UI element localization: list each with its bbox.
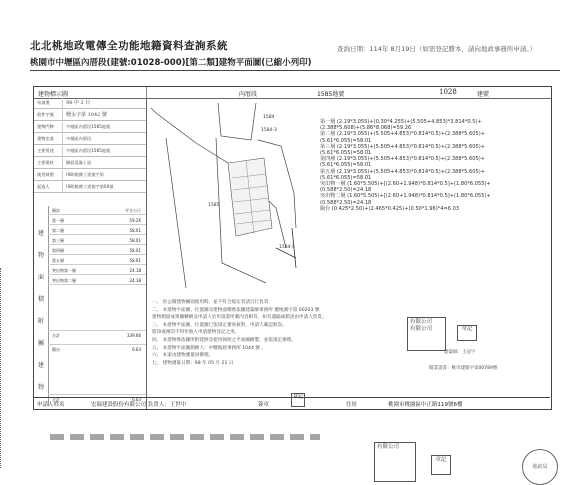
info-row-divider xyxy=(62,158,63,168)
sheet-build-no: 建號 xyxy=(477,91,490,98)
formula-line: (2.388*5.608)+(5.86*8.068)=59.26 xyxy=(320,125,412,132)
area-calculation-formulas xyxy=(320,119,550,212)
building-position-drawing xyxy=(146,98,321,298)
note-line: 三、 本建物平面圖、位置圖已依規定審查核對，申請人確認無誤。 xyxy=(152,322,287,328)
info-row-value: 中壢區內厝段 xyxy=(66,136,92,141)
applicant-seal: 章記 xyxy=(291,393,305,407)
area-row xyxy=(48,246,146,255)
company-seal-a xyxy=(407,317,446,351)
company-seal-a-sub: 有限公司 xyxy=(410,326,433,332)
area-total-value: 339.66 xyxy=(127,333,141,338)
info-row-divider xyxy=(62,110,63,120)
info-row xyxy=(34,146,146,157)
area-row-value: 58.01 xyxy=(129,248,141,253)
area-row-value: 58.01 xyxy=(129,238,141,243)
formula-line: (5.61*6.055)=58.01 xyxy=(320,174,372,181)
formula-line: (5.61*6.055)=58.01 xyxy=(320,137,372,144)
attached-total-label: 合計 xyxy=(52,397,60,402)
info-row-key: 使用執照 xyxy=(37,172,54,177)
attached-row xyxy=(48,344,146,353)
area-header-unit: 平方公尺 xyxy=(125,208,141,213)
info-row-key: 收件字號 xyxy=(37,112,54,117)
section-char: 積 xyxy=(38,296,45,303)
company-seal-c: 有限公司 xyxy=(374,442,416,482)
formula-line: 第五層 (2.19*3.055)+(5.505+4.853)*0.814*0.5)+(2.388*5.605)+ xyxy=(320,168,486,175)
attached-total-value: 6.03 xyxy=(132,397,141,402)
note-line: 二、 本建物平面圖、位置圖及建物面積係依據建築師事務所 壢地測字第 00203 號 xyxy=(152,307,320,313)
section-char: 建 xyxy=(38,230,45,237)
address-value: 桃園市桃園區中正路119號6樓 xyxy=(388,402,463,408)
formula-line: 第三層 (2.19*3.055)+(5.505+4.853)*0.814*0.5)+(2.388*5.605)+ xyxy=(320,143,486,150)
formula-line: (0.588*2.50)=24.18 xyxy=(320,187,372,194)
area-header-row xyxy=(48,206,146,215)
info-row-key: 主要用途 xyxy=(37,148,54,153)
note-line: 四、 本建物係依據所附建照及使用執照之平面圖繪製，並依規定辦理。 xyxy=(152,337,296,343)
note-line: 六、 本案由建物測量員辦理。 xyxy=(152,353,214,359)
info-row-value: 中壢區內厝段1585地號 xyxy=(66,148,111,153)
note-line: 五、 本建物平面圖測繪人：中壢地政事務所 1044 號 。 xyxy=(152,345,267,351)
faded-print-line xyxy=(50,434,320,440)
seal-label: 簽章 xyxy=(258,402,270,408)
info-row xyxy=(34,134,146,145)
info-row-value: 98 中 2 日 xyxy=(66,100,91,106)
section-char: 附 xyxy=(38,318,45,325)
info-row xyxy=(34,158,146,169)
area-row xyxy=(48,276,146,285)
info-row xyxy=(34,110,146,121)
info-row-divider xyxy=(62,122,63,132)
area-row xyxy=(48,216,146,225)
plan-lot-label-b: 1584-3 xyxy=(261,128,277,133)
query-notice: 查詢日期：114年 8月19日（如需登記謄本，請向地政事務所申請。） xyxy=(337,45,537,53)
area-row-name: 第三層 xyxy=(52,238,64,243)
formula-line: (5.61*6.055)=58.01 xyxy=(320,162,372,169)
page-subtitle: 桃園市中壢區內厝段(建號:01028-000)[第二類]建物平面圖(已縮小列印) xyxy=(30,58,312,68)
left-margin-rule xyxy=(0,268,4,468)
formula-line: (5.61*6.055)=58.01 xyxy=(320,150,372,157)
info-row-divider xyxy=(62,98,63,108)
sheet-district: 內厝段 xyxy=(239,91,258,98)
area-row-name: 第四層 xyxy=(52,248,64,253)
section-char: 屬 xyxy=(38,340,45,347)
applicant-label: 申請人姓名 xyxy=(37,402,65,408)
sheet-header-divider xyxy=(146,87,147,98)
formula-line: 第二層 (2.19*3.055)+(5.505+4.853)*0.814*0.5)+(2.388*5.605)+ xyxy=(320,131,486,138)
formula-line: 突出物一層 (1.60*5.505)+[(2.60+1.948)*0.814*0.5]+(1.80*6.055)+ xyxy=(320,181,491,188)
area-row-value: 59.26 xyxy=(129,218,141,223)
note-line: 影印或複印不得作他人申請建物登記之用。 xyxy=(152,330,240,336)
attached-label: 陽台 xyxy=(52,347,60,352)
building-info-table xyxy=(34,98,147,409)
info-row-key: 建物坐落 xyxy=(37,136,54,141)
applicant-value: 宏瑞建設股份有限公司 負責人：王世中 xyxy=(91,402,187,408)
area-row-value: 24.18 xyxy=(129,268,141,273)
building-plan-sheet xyxy=(33,86,552,470)
office-round-seal: 地政局 xyxy=(522,449,558,485)
formula-line: 突出物二層 (1.60*5.505)+[(2.60+1.948)*0.814*0.5]+(1.80*6.055)+ xyxy=(320,193,491,200)
info-row xyxy=(34,122,146,133)
info-row-divider xyxy=(62,182,63,192)
section-char: 面 xyxy=(38,274,45,281)
plan-lot-label-d: 1584-5 xyxy=(279,245,295,250)
rep-seal-b: 章記 xyxy=(457,325,477,341)
info-row-value: 壢永字第 1042 號 xyxy=(66,112,107,118)
area-total-row xyxy=(48,330,146,339)
formula-line: 第一層 (2.19*3.055)+(0.30*4.255)+(5.505+4.853)*3.814*0.5)+ xyxy=(320,119,482,125)
area-row-name: 第一層 xyxy=(52,218,64,223)
plan-lot-label-c: 1585 xyxy=(208,203,220,208)
page-title: 北北桃地政電傳全功能地籍資料查詢系統 xyxy=(30,40,228,52)
architect-cert: 開業證書：桃市建開字第00789號 xyxy=(429,366,498,371)
area-row-name: 第五層 xyxy=(52,258,64,263)
area-row xyxy=(48,236,146,245)
info-row-divider xyxy=(62,170,63,180)
sheet-label: 建物標示圖 xyxy=(38,91,69,98)
note-line: 一、 於公開建物圖面使用時，並不符合規定者請自行負責 xyxy=(152,300,269,305)
area-row-name: 第二層 xyxy=(52,228,64,233)
formula-line: 陽台 (0.425*2.50)+(2.465*0.425)+(0.50*1.96)*4=6.03 xyxy=(320,205,460,212)
area-row-name: 突出物第一層 xyxy=(52,268,76,273)
attached-value: 6.03 xyxy=(132,347,141,352)
company-seal-a-text: 有限公司 xyxy=(410,319,433,325)
note-line: 建物測量成果圖轉繪及申請人於申請書所載內容相符，如有遺漏或錯誤由申請人負責。 xyxy=(152,315,327,321)
area-row xyxy=(48,266,146,275)
info-row-value: (98)桃縣工建使字第00號 xyxy=(66,184,114,189)
section-char: 建 xyxy=(38,362,45,369)
area-header-name: 層次 xyxy=(52,208,60,213)
plan-lot-label-a: 1584 xyxy=(263,115,275,120)
info-row-value: 鋼筋混凝土造 xyxy=(66,160,92,165)
survey-notes xyxy=(152,299,552,367)
formula-line: 第四層 (2.19*3.055)+(5.505+4.853)*0.814*0.5)+(2.388*5.605)+ xyxy=(320,156,486,163)
note-line: 七、 建物測量日期：98 年 05 月 21 日 xyxy=(152,360,234,366)
section-char: 物 xyxy=(38,252,45,259)
info-row-key: 主要建材 xyxy=(37,160,54,165)
architect-name: 建築師：王冠宇 xyxy=(444,350,476,355)
info-row-key: 申請書 xyxy=(37,100,50,105)
sheet-handwritten-number: 1028 xyxy=(439,88,457,96)
area-total-label: 合計 xyxy=(52,333,60,338)
header-divider xyxy=(30,70,560,71)
info-row-divider xyxy=(62,146,63,156)
area-row xyxy=(48,226,146,235)
address-label: 住址 xyxy=(346,402,358,408)
info-row xyxy=(34,182,146,193)
info-row-value: (98)桃縣工建使字第 xyxy=(66,172,104,177)
info-row-value: 中壢區內厝段1585地號 xyxy=(66,124,111,129)
info-row-key: 建物門牌 xyxy=(37,124,54,129)
sheet-lot: 1585地號 xyxy=(317,91,345,98)
info-row-divider xyxy=(62,134,63,144)
area-row-value: 24.18 xyxy=(129,278,141,283)
applicant-footer xyxy=(33,394,550,409)
area-row-value: 58.01 xyxy=(129,228,141,233)
info-row xyxy=(34,98,146,109)
info-row xyxy=(34,170,146,181)
formula-line: (0.588*2.50)=24.18 xyxy=(320,199,372,206)
info-row-key: 起造人 xyxy=(37,184,50,189)
area-row-name: 突出物第二層 xyxy=(52,278,76,283)
area-row xyxy=(48,256,146,265)
rep-seal-d: 章記 xyxy=(431,455,451,475)
area-row-value: 58.01 xyxy=(129,258,141,263)
section-char: 物 xyxy=(38,384,45,391)
